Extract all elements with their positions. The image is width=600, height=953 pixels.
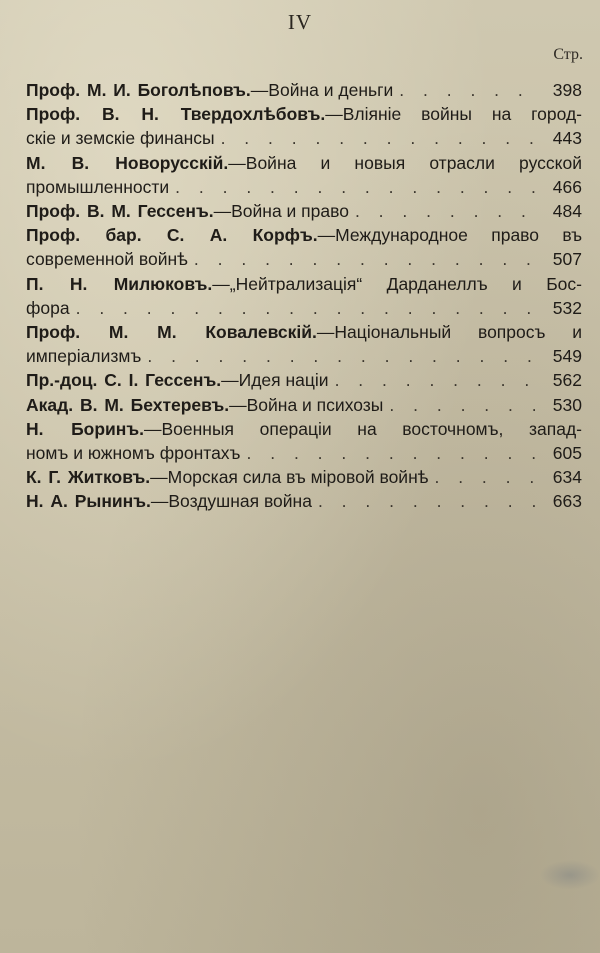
entry-author: Проф. В. М. Гессенъ. xyxy=(26,201,214,222)
leader-dots xyxy=(215,126,542,150)
table-of-contents xyxy=(26,78,582,514)
entry-page-number: 562 xyxy=(552,370,582,391)
entry-page-number: 398 xyxy=(552,80,582,100)
entry-author: Проф. бар. С. А. Корфъ. xyxy=(26,225,318,246)
entry-author: Н. А. Рынинъ. xyxy=(26,491,151,512)
entry-page-number: 663 xyxy=(552,491,582,512)
entry-title: —Война и новыя отрасли русской xyxy=(228,152,582,173)
leader-dots xyxy=(188,247,542,271)
entry-author: Акад. В. М. Бехтеревъ. xyxy=(26,394,230,415)
entry-author: П. Н. Милюковъ. xyxy=(26,273,213,294)
entry-title: —Война и деньги xyxy=(250,80,394,100)
entry-title: —Война и психозы xyxy=(229,394,384,415)
leader-dots xyxy=(141,344,542,368)
toc-entry xyxy=(26,417,582,465)
toc-entry xyxy=(26,320,582,368)
toc-entry xyxy=(26,102,582,150)
entry-title: —Война и право xyxy=(213,201,349,222)
entry-title: —Національный вопросъ и xyxy=(316,322,582,343)
leader-dots xyxy=(428,465,542,489)
toc-entry xyxy=(26,489,582,513)
leader-dots xyxy=(329,368,542,392)
toc-entry xyxy=(26,78,582,102)
entry-page-number: 532 xyxy=(552,297,582,318)
entry-title: —Военныя операціи на восточномъ, запад- xyxy=(144,418,582,439)
toc-entry xyxy=(26,272,582,320)
toc-entry xyxy=(26,223,582,271)
entry-author: М. В. Новорусскій. xyxy=(26,152,229,173)
entry-author: Проф. В. Н. Твердохлѣбовъ. xyxy=(26,104,326,125)
entry-page-number: 507 xyxy=(552,249,582,270)
paper-stain xyxy=(540,860,600,890)
leader-dots xyxy=(70,296,542,320)
entry-author: Н. Боринъ. xyxy=(26,418,144,439)
entry-page-number: 605 xyxy=(552,443,582,464)
entry-author: К. Г. Житковъ. xyxy=(26,467,151,488)
entry-page-number: 634 xyxy=(552,467,582,488)
page-number: IV xyxy=(287,10,313,34)
entry-title: —Морская сила въ міровой войнѣ xyxy=(150,467,429,488)
toc-entry xyxy=(26,465,582,489)
leader-dots xyxy=(393,78,542,102)
entry-title-continued: номъ и южномъ фронтахъ xyxy=(26,443,241,464)
toc-entry xyxy=(26,393,582,417)
entry-title: —Международное право въ xyxy=(317,225,583,246)
entry-author: Пр.-доц. С. І. Гессенъ. xyxy=(26,370,222,391)
toc-entry xyxy=(26,368,582,392)
entry-title-continued: скіе и земскіе финансы xyxy=(26,128,215,149)
entry-title: —„Нейтрализація“ Дарданеллъ и Бос- xyxy=(212,273,582,294)
leader-dots xyxy=(349,199,542,223)
entry-title-continued: современной войнѣ xyxy=(26,249,188,270)
entry-title: —Вліяніе войны на город- xyxy=(325,104,582,125)
entry-page-number: 466 xyxy=(552,176,582,197)
entry-page-number: 443 xyxy=(552,128,582,149)
entry-title-continued: фора xyxy=(26,297,70,318)
entry-author: Проф. М. М. Ковалевскій. xyxy=(26,322,317,343)
leader-dots xyxy=(312,489,542,513)
toc-entry xyxy=(26,199,582,223)
page-column-label: Стр. xyxy=(553,46,583,63)
entry-title-continued: имперіализмъ xyxy=(26,346,142,367)
entry-title: —Идея націи xyxy=(221,370,329,391)
entry-page-number: 484 xyxy=(552,201,582,222)
leader-dots xyxy=(383,393,542,417)
entry-page-number: 530 xyxy=(552,394,582,415)
entry-title-continued: промышленности xyxy=(26,176,170,197)
entry-page-number: 549 xyxy=(552,346,582,367)
leader-dots xyxy=(169,175,542,199)
entry-author: Проф. М. И. Боголѣповъ. xyxy=(26,80,251,100)
entry-title: —Воздушная война xyxy=(150,491,312,512)
leader-dots xyxy=(241,441,543,465)
toc-entry xyxy=(26,151,582,199)
